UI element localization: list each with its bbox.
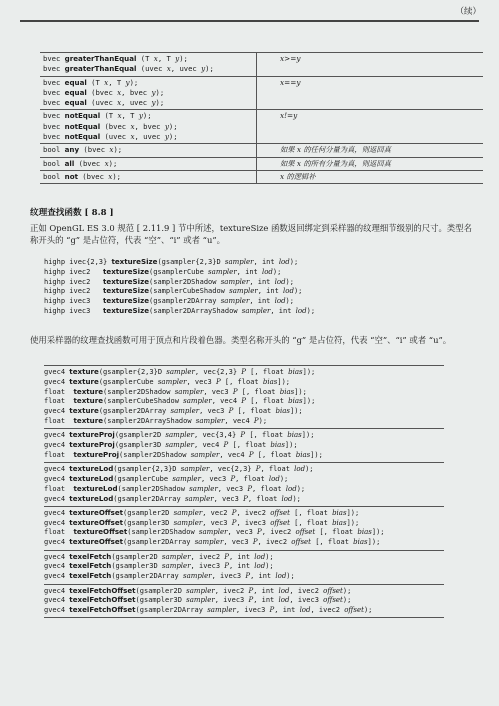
function-signature: bool any (bvec x); [43,145,123,155]
function-signature: bvec equal (bvec x, bvec y); [43,87,165,97]
group-divider [44,365,444,366]
function-signature: bvec greaterThanEqual (T x, T y); [43,54,188,63]
description-text: x 的逻辑补 [280,171,316,181]
description-text: 如果 x 的任何分量为真，则返回真 [280,145,391,155]
function-signature: gvec4 texture(gsamplerCube sampler, vec3 P [, float bias]); [44,376,291,386]
function-signature: bvec equal (T x, T y); [43,77,139,87]
function-signature: highp ivec{2,3} textureSize(gsampler{2,3}D sampler, int lod); [44,257,299,266]
function-signature: bvec notEqual (bvec x, bvec y); [43,121,178,131]
relational-functions-table [40,52,483,184]
function-signature: gvec4 texelFetchOffset(gsampler2DArray sampler, ivec3 P, int lod, ivec2 offset); [44,605,373,615]
function-signature: gvec4 textureLod(gsamplerCube sampler, vec3 P, float lod); [44,473,289,483]
function-group [44,552,479,581]
function-signature: bool all (bvec x); [43,158,118,168]
function-signature: gvec4 textureOffset(gsampler2D sampler, vec2 P, ivec2 offset [, float bias]); [44,507,360,517]
function-signature: float texture(sampler2DShadow sampler, vec3 P [, float bias]); [44,386,307,396]
description-cell [257,144,484,157]
function-group [44,367,479,426]
table-row [40,53,483,77]
group-divider [44,462,444,463]
lookup-paragraph: 使用采样器的纹理查找函数可用于顶点和片段着色器。类型名称开头的 “g” 是占位符，代表 “空”、“i” 或者 “u”。 [30,335,452,345]
function-signature: gvec4 textureLod(gsampler2DArray sampler, vec3 P, float lod); [44,493,301,503]
table-row [40,110,483,144]
group-divider [44,428,444,429]
description-cell [257,53,484,77]
function-group [44,430,479,459]
signature-cell [40,76,257,110]
signature-cell [40,157,257,170]
function-signature: gvec4 textureProj(gsampler2D sampler, vec{3,4} P [, float bias]); [44,430,315,440]
function-signature: gvec4 texelFetchOffset(gsampler3D sampler, ivec3 P, int lod, ivec3 offset); [44,595,352,605]
function-signature: float texture(sampler2DArrayShadow sampler, vec4 P); [44,415,268,425]
signature-cell [40,53,257,77]
intro-paragraph: 正如 OpenGL ES 3.0 规范 [ 2.11.9 ] 节中所述，textureSize 函数返回绑定到采样器的纹理细节级别的尺寸。类型名称开头的 “g” 是占位符，代表 “空”、“i” 或者 “u”。 [30,223,473,245]
group-divider [44,584,444,585]
signature-cell [40,144,257,157]
top-rule [20,20,479,22]
description-cell [257,170,484,183]
table-row [40,170,483,183]
table-row [40,157,483,170]
function-signature: gvec4 textureOffset(gsampler3D sampler, vec3 P, ivec3 offset [, float bias]); [44,517,360,527]
function-signature: bool not (bvec x); [43,171,121,181]
function-signature: gvec4 texelFetch(gsampler2DArray sampler, ivec3 P, int lod); [44,571,295,581]
function-signature: highp ivec3 textureSize(sampler2DArrayShadow sampler, int lod); [44,305,316,315]
signature-cell [40,110,257,144]
function-group [44,508,479,547]
function-group [44,586,479,615]
function-signature: float texture(samplerCubeShadow sampler, vec4 P [, float bias]); [44,396,316,406]
texture-size-block [44,257,479,316]
function-signature: float textureOffset(sampler2DShadow sampler, vec3 P, ivec2 offset [, float bias]); [44,527,385,537]
function-signature: highp ivec3 textureSize(gsampler2DArray sampler, int lod); [44,296,294,306]
function-signature: gvec4 textureProj(gsampler3D sampler, vec4 P [, float bias]); [44,440,298,450]
function-signature: gvec4 texelFetchOffset(gsampler2D sampler, ivec2 P, int lod, ivec2 offset); [44,585,352,595]
description-text: x==y [280,77,301,87]
function-signature: highp ivec2 textureSize(sampler2DShadow sampler, int lod); [44,276,294,286]
function-signature: float textureProj(sampler2DShadow sampler, vec4 P [, float bias]); [44,449,323,459]
description-text: 如果 x 的所有分量为真，则返回真 [280,158,391,168]
description-cell [257,110,484,144]
function-signature: gvec4 texture(gsampler2DArray sampler, vec3 P [, float bias]); [44,406,303,416]
section-heading: 纹理查找函数 [ 8.8 ] [30,208,114,218]
signature-cell [40,170,257,183]
description-text: x!=y [280,111,298,121]
function-signature: gvec4 textureOffset(gsampler2DArray sampler, vec3 P, ivec2 offset [, float bias]); [44,537,381,547]
description-cell [257,76,484,110]
function-signature: gvec4 texelFetch(gsampler3D sampler, ivec3 P, int lod); [44,561,274,571]
group-divider [44,617,444,618]
function-signature: float textureLod(sampler2DShadow sampler, vec3 P, float lod); [44,483,306,493]
function-group [44,464,479,503]
function-signature: gvec4 texelFetch(gsampler2D sampler, ivec2 P, int lod); [44,551,274,561]
function-signature: gvec4 texture(gsampler{2,3}D sampler, vec{2,3} P [, float bias]); [44,367,316,376]
function-signature: bvec equal (uvec x, uvec y); [43,98,165,108]
function-signature: gvec4 textureLod(gsampler{2,3}D sampler, vec{2,3} P, float lod); [44,464,314,474]
function-signature: highp ivec2 textureSize(gsamplerCube sampler, int lod); [44,266,282,276]
function-signature: bvec notEqual (uvec x, uvec y); [43,132,178,142]
group-divider [44,550,444,551]
table-row [40,144,483,157]
function-signature: highp ivec2 textureSize(samplerCubeShadow sampler, int lod); [44,286,303,296]
table-row [40,76,483,110]
continued-label: （续） [455,7,481,17]
function-signature: bvec greaterThanEqual (uvec x, uvec y); [43,64,214,74]
function-signature: bvec notEqual (T x, T y); [43,111,152,121]
group-divider [44,506,444,507]
description-cell [257,157,484,170]
description-text: x>=y [280,54,301,63]
